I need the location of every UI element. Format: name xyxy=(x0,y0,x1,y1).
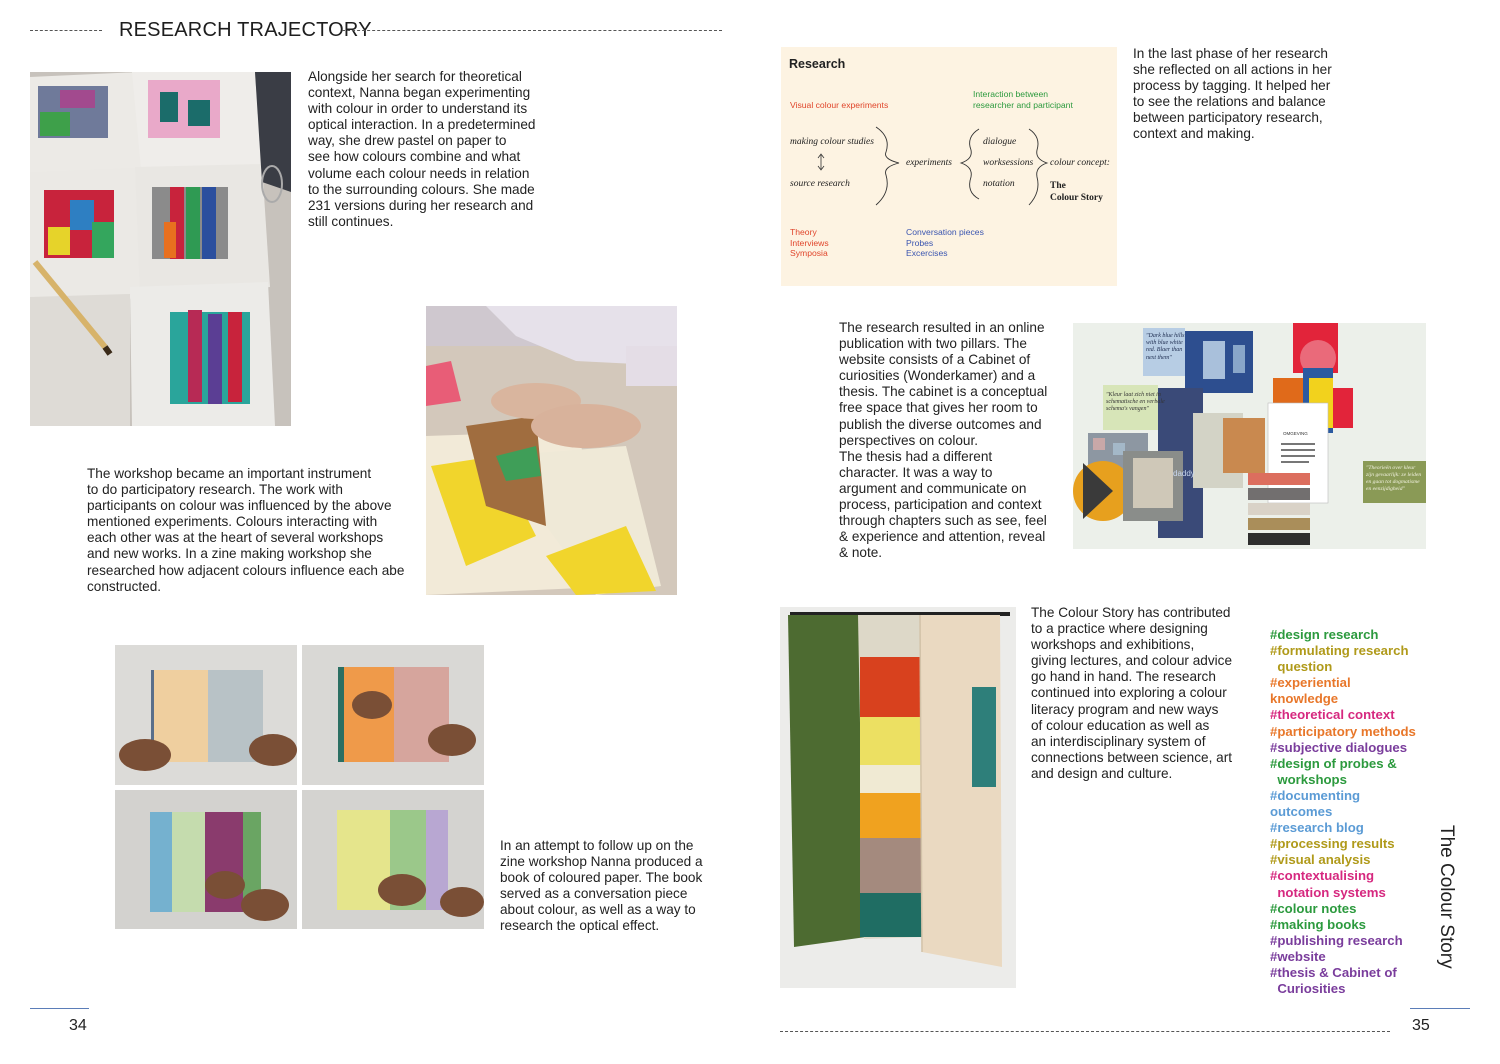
tag-item: #visual analysis xyxy=(1270,852,1371,868)
diagram-worksessions: worksessions xyxy=(983,158,1034,168)
tag-item: #documenting outcomes xyxy=(1270,787,1361,820)
page-number-right: 35 xyxy=(1412,1017,1430,1034)
tag-item: #website xyxy=(1270,948,1326,964)
running-title: The Colour Story xyxy=(1436,825,1457,969)
tag-item: #participatory methods xyxy=(1270,723,1416,739)
tag-item: #thesis & Cabinet of Curiosities xyxy=(1270,964,1397,997)
diagram-theory-list: Theory Interviews Symposia xyxy=(790,227,829,259)
page-number-rule-left xyxy=(30,1008,89,1009)
diagram-brackets xyxy=(781,47,1117,286)
tag-item: #theoretical context xyxy=(1270,707,1395,723)
collage-quote-1: "Dark blue hills with blue white red. Blaer than next them" xyxy=(1146,333,1185,361)
collage-quote-3: "Theorieën over kleur zijn gevaarlijk: ze leiden en gaan tot dogmatisme en eenzijdigheid" xyxy=(1366,465,1422,492)
page-number-rule-right xyxy=(1410,1008,1470,1009)
book-photo-1 xyxy=(115,645,297,785)
paragraph-colour-experiments: Alongside her search for theoretical context, Nanna began experimenting with colour in order to understand its optical interaction. In a predetermined way, she drew pastel on paper to see how colours combine and what volume each colour needs in relation to the surrounding colours. She made 231 versions during her research and still continues. xyxy=(308,69,536,229)
book-photo-4 xyxy=(302,790,484,929)
tag-item: #research blog xyxy=(1270,820,1364,836)
tag-item: #experiential knowledge xyxy=(1270,675,1351,707)
pastel-experiments-photo xyxy=(30,72,291,426)
paragraph-contribution: The Colour Story has contributed to a practice where designing workshops and exhibitions, giving lectures, and colour advice go hand in hand. The research continued into exploring a colour literacy program and new ways of colour education as well as an interdisciplinary system of connections between science, art and design and culture. xyxy=(1031,605,1233,781)
page-number-left: 34 xyxy=(69,1017,87,1034)
diagram-interaction: Interaction between researcher and participant xyxy=(973,89,1073,110)
paragraph-publication: The research resulted in an online publication with two pillars. The website consists of a Cabinet of curiosities (Wonderkamer) and a thesis. The cabinet is a conceptual free space that gives her room to publish the diverse outcomes and perspectives on colour. The thesis had a different character. It was a way to argument and communicate on process, participation and context through chapters such as see, feel & experience and attention, reveal & note. xyxy=(839,320,1048,561)
book-photo-2 xyxy=(302,645,484,785)
diagram-colour-concept: colour concept: xyxy=(1050,158,1110,168)
paragraph-book: In an attempt to follow up on the zine workshop Nanna produced a book of coloured paper. The book served as a conversation piece about colour, as well as a way to research the optical effect. xyxy=(500,838,703,934)
diagram-notation: notation xyxy=(983,179,1015,189)
diagram-experiments: experiments xyxy=(906,158,952,168)
title-dash-right xyxy=(342,30,722,31)
diagram-heading: Research xyxy=(789,57,846,71)
tag-item: #design research xyxy=(1270,627,1379,642)
tag-item: #subjective dialogues xyxy=(1270,739,1408,755)
paragraph-tagging: In the last phase of her research she reflected on all actions in her process by tagging. It helped her to see the relations and balance between participatory research, context and making. xyxy=(1133,46,1332,142)
collage-daddy-label: daddy xyxy=(1173,469,1195,478)
colour-curtain-photo xyxy=(780,607,1016,988)
tag-item: #processing results xyxy=(1270,836,1395,852)
tag-item: #formulating research question xyxy=(1270,643,1409,675)
book-photo-3 xyxy=(115,790,297,929)
diagram-colour-story: The Colour Story xyxy=(1050,181,1103,203)
footer-dash-right xyxy=(780,1031,1390,1032)
collage-quote-2: "Kleur laat zich niet in schematische en verbale schema's vangen" xyxy=(1106,392,1165,413)
zine-workshop-photo xyxy=(426,306,677,595)
tag-item: #design of probes & workshops xyxy=(1270,755,1397,787)
collage-doc-title: OMGEVING xyxy=(1283,431,1308,436)
diagram-dialogue: dialogue xyxy=(983,137,1017,147)
section-title: RESEARCH TRAJECTORY xyxy=(119,19,372,41)
cabinet-collage xyxy=(1073,323,1426,549)
diagram-source-research: source research xyxy=(790,179,850,189)
title-dash-left xyxy=(30,30,102,31)
research-diagram xyxy=(781,47,1117,286)
tag-item: #making books xyxy=(1270,916,1367,932)
tag-item: #colour notes xyxy=(1270,900,1357,916)
tag-list xyxy=(1270,627,1445,997)
tag-item: #contextualising notation systems xyxy=(1270,868,1386,900)
diagram-conversation-list: Conversation pieces Probes Excercises xyxy=(906,227,984,259)
diagram-visual-colour-experiments: Visual colour experiments xyxy=(790,100,889,110)
diagram-making-colour-studies: making colour studies xyxy=(790,137,874,147)
tag-item: #publishing research xyxy=(1270,932,1403,948)
paragraph-workshop: The workshop became an important instrument to do participatory research. The work with participants on colour was influenced by the above mentioned experiments. Colours interacting with each other was at the heart of several workshops and new works. In a zine making workshop she researched how adjacent colours influence each abe constructed. xyxy=(87,466,405,594)
